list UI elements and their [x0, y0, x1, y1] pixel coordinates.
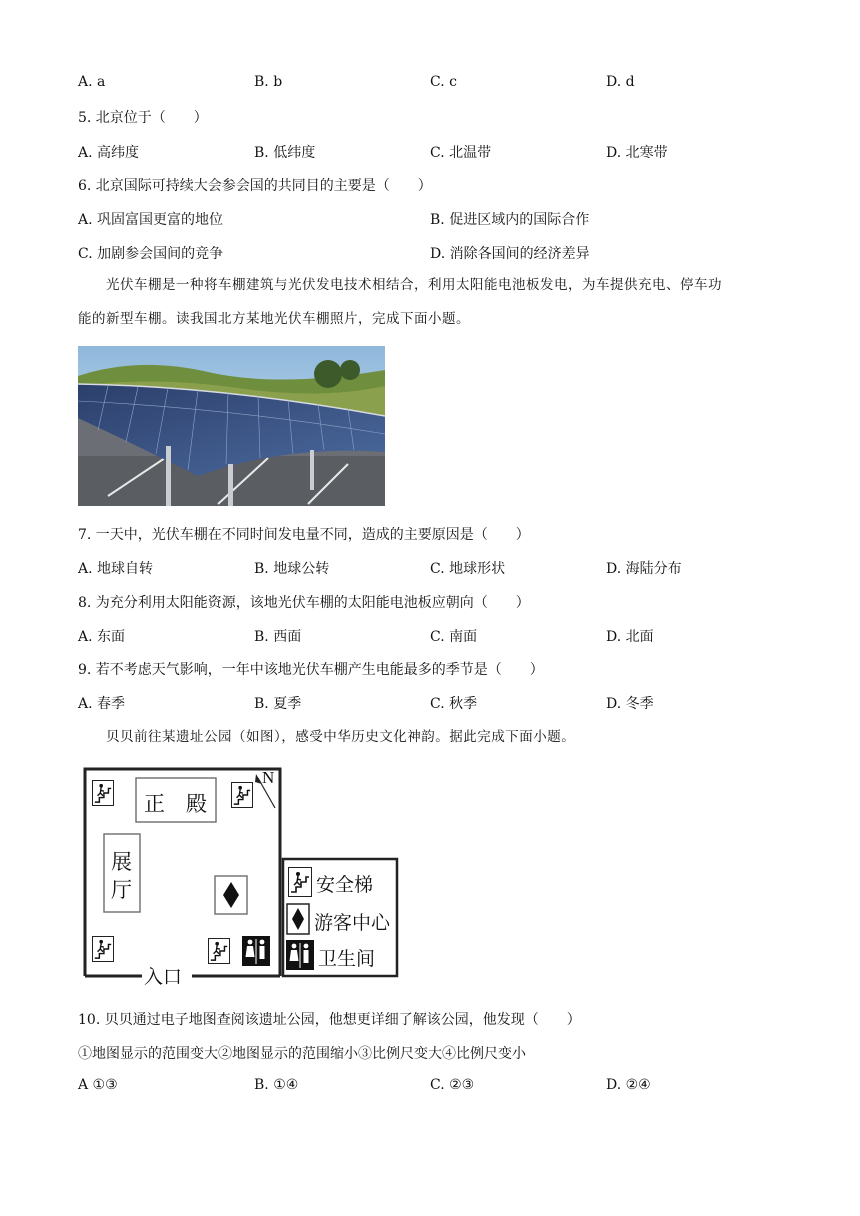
q9-option-d: D. 冬季 — [606, 696, 654, 712]
q6-option-a: A. 巩固富国更富的地位 — [78, 212, 224, 228]
q5-option-d: D. 北寒带 — [606, 145, 668, 161]
legend-toilet-label: 卫生间 — [318, 948, 376, 970]
passage-line-1: 光伏车棚是一种将车棚建筑与光伏发电技术相结合，利用太阳能电池板发电，为车提供充电、停车功 — [106, 277, 722, 293]
stairs-icon — [231, 782, 253, 808]
legend-stairs-label: 安全梯 — [316, 874, 374, 896]
q8-option-d: D. 北面 — [606, 629, 654, 645]
north-label: N — [262, 768, 275, 787]
toilet-icon-map — [242, 936, 270, 966]
q10-option-b: B. ①④ — [254, 1077, 299, 1093]
q5-option-a: A. 高纬度 — [78, 145, 140, 161]
q4-option-a: A. a — [78, 74, 106, 90]
q7-stem: 7. 一天中，光伏车棚在不同时间发电量不同，造成的主要原因是（ ） — [78, 527, 530, 543]
q8-stem: 8. 为充分利用太阳能资源，该地光伏车棚的太阳能电池板应朝向（ ） — [78, 595, 530, 611]
passage-solar-carport — [78, 268, 788, 336]
q9-option-c: C. 秋季 — [430, 696, 478, 712]
passage-heritage-park: 贝贝前往某遗址公园（如图），感受中华历史文化神韵。据此完成下面小题。 — [106, 729, 576, 745]
stairs-icon — [92, 780, 114, 806]
exhibition-hall-label-2: 厅 — [111, 878, 132, 902]
q8-option-a: A. 东面 — [78, 629, 126, 645]
q4-option-d: D. d — [606, 74, 635, 90]
q7-option-b: B. 地球公转 — [254, 561, 330, 577]
q6-option-d: D. 消除各国间的经济差异 — [430, 246, 590, 262]
q8-option-b: B. 西面 — [254, 629, 302, 645]
park-map — [80, 764, 405, 988]
q9-stem: 9. 若不考虑天气影响，一年中该地光伏车棚产生电能最多的季节是（ ） — [78, 662, 544, 678]
legend-visitor-center-label: 游客中心 — [314, 912, 391, 934]
q9-option-a: A. 春季 — [78, 696, 126, 712]
q10-option-d: D. ②④ — [606, 1077, 651, 1093]
main-hall-label: 正 殿 — [144, 792, 207, 816]
solar-carport-photo — [78, 346, 385, 506]
q7-option-a: A. 地球自转 — [78, 561, 154, 577]
q10-stem: 10. 贝贝通过电子地图查阅该遗址公园，他想更详细了解该公园，他发现（ ） — [78, 1012, 581, 1028]
exhibition-hall-label-1: 展 — [111, 850, 132, 874]
q5-stem: 5. 北京位于（ ） — [78, 110, 208, 126]
q4-option-b: B. b — [254, 74, 283, 90]
toilet-icon-legend — [286, 940, 314, 970]
q10-option-c: C. ②③ — [430, 1077, 475, 1093]
q6-option-c: C. 加剧参会国间的竞争 — [78, 246, 224, 262]
q4-option-c: C. c — [430, 74, 457, 90]
stairs-icon — [92, 936, 114, 962]
q10-statements: ①地图显示的范围变大②地图显示的范围缩小③比例尺变大④比例尺变小 — [78, 1046, 526, 1062]
q5-option-b: B. 低纬度 — [254, 145, 316, 161]
q5-option-c: C. 北温带 — [430, 145, 492, 161]
stairs-icon — [208, 938, 230, 964]
q10-option-a: A ①③ — [78, 1077, 118, 1093]
q7-option-d: D. 海陆分布 — [606, 561, 682, 577]
entrance-label: 入口 — [144, 966, 183, 988]
q6-stem: 6. 北京国际可持续大会参会国的共同目的主要是（ ） — [78, 178, 432, 194]
q9-option-b: B. 夏季 — [254, 696, 302, 712]
q7-option-c: C. 地球形状 — [430, 561, 506, 577]
passage-line-2: 能的新型车棚。读我国北方某地光伏车棚照片，完成下面小题。 — [78, 311, 470, 327]
q6-option-b: B. 促进区域内的国际合作 — [430, 212, 590, 228]
stairs-legend-icon — [288, 867, 312, 897]
q8-option-c: C. 南面 — [430, 629, 478, 645]
